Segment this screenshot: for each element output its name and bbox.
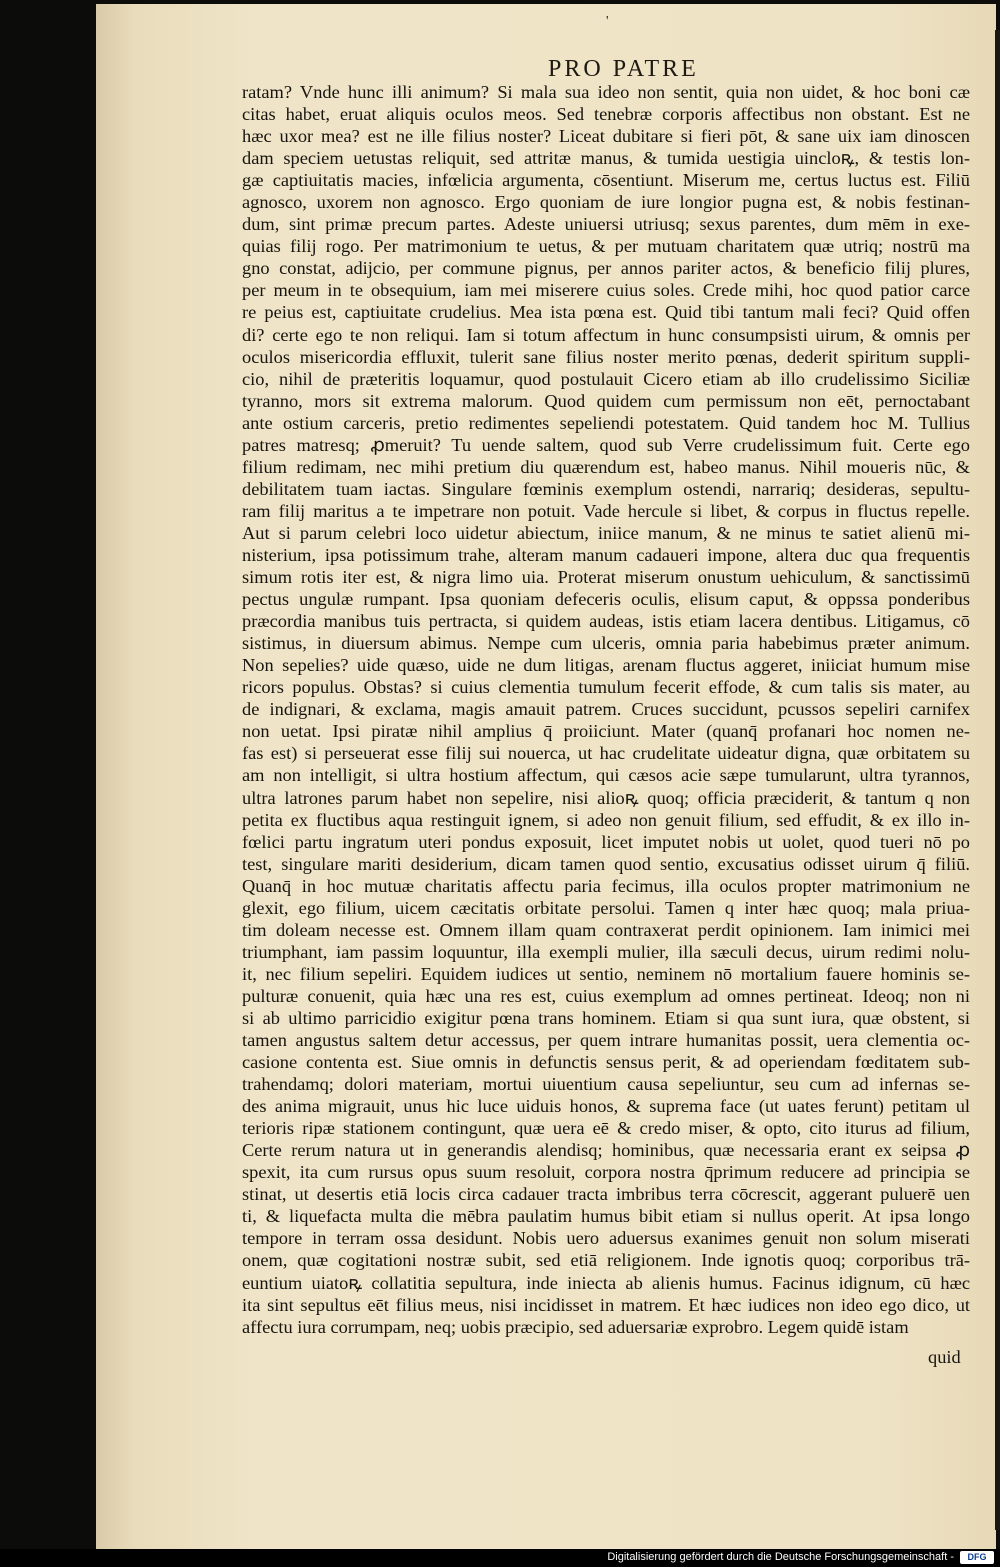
text-line: debilitatem tuam iactas. Singulare fœminis exemplum ostendi, narrariq; desideras, sepultu- <box>242 478 970 499</box>
text-line: ricors populus. Obstas? si cuius clementia tumulum fecerit effode, & cum talis sis mater, au <box>242 677 970 698</box>
dfg-logo: DFG <box>960 1551 994 1564</box>
text-line: ultra latrones parum habet non sepelire, nisi alioꝶ quoq; officia præciderit, & tantum q non <box>242 787 970 808</box>
text-line: am non intelligit, si ultra hostium affectum, qui cæsos acie sæpe tumularunt, ultra tyrannos, <box>242 765 970 786</box>
text-line: patres matresq; ꝓmeruit? Tu uende saltem, quod sub Verre crudelissimum fuit. Certe ego <box>242 434 970 455</box>
text-line: euntium uiatoꝶ collatitia sepultura, inde iniecta ab alienis humus. Facinus idignum, cū hæc <box>242 1272 970 1293</box>
text-line: non uetat. Ipsi piratæ nihil amplius q̄ proiiciunt. Mater (quanq̄ profanari hoc nomen ne- <box>242 721 970 742</box>
text-line: triumphant, iam passim loquuntur, illa exempli mulier, illa sæculi decus, uirum redimi nolu- <box>242 941 970 962</box>
text-line: ram filij maritus a te impetrare non potuit. Vade hercule si libet, & corpus in fluctus repelle. <box>242 500 970 521</box>
text-line: test, singulare mariti desiderium, dicam tamen quod sentio, excusatius odisset uirum q̄ filiū. <box>242 853 970 874</box>
text-line: glexit, ego filium, uicem cæcitatis orbitate persolui. Tamen q inter hæc quoq; mala priua- <box>242 897 970 918</box>
text-line: trahendamq; dolori materiam, mortui uiuentium causa sepeliuntur, seu cum ad infernas se- <box>242 1074 970 1095</box>
body-text <box>242 81 970 1338</box>
text-line: de indignari, & exclama, magis amauit patrem. Cruces succidunt, pcussos sepeliri carnifex <box>242 699 970 720</box>
text-line: oculos misericordia effluxit, tulerit sane filius noster merito pœnas, dederit spiritum suppli- <box>242 346 970 367</box>
text-line: ratam? Vnde hunc illi animum? Si mala sua ideo non sentit, quia non uidet, & hoc boni cæ <box>242 82 970 102</box>
page-mark: ' <box>606 14 609 29</box>
text-line: cio, nihil de præteritis loquamur, quod postulauit Cicero etiam ab illo crudelissimo Siciliæ <box>242 368 970 389</box>
text-line: petita ex fluctibus aqua restinguit ignem, si adeo non genuit filium, sed effudit, & ex illo in- <box>242 809 970 830</box>
text-line: ti, & liquefacta multa die mēbra paulatim humus bibit etiam si nullus operit. At ipsa longo <box>242 1206 970 1227</box>
text-line: re peius est, captiuitate crudelius. Mea ista pœna est. Quid tibi tantum mali feci? Quid offen <box>242 302 970 323</box>
text-line: Non sepelies? uide quæso, uide ne dum litigas, arenam fluctus aggeret, iniiciat humum mise <box>242 655 970 676</box>
text-line: citas habet, eruat aliquis oculos meos. Sed tenebræ corporis affectibus non obstant. Est ne <box>242 104 970 125</box>
text-line: terioris ripæ stationem contingunt, quæ uera eē & credo miser, & opto, cito iturus ad filium, <box>242 1118 970 1139</box>
text-line: Certe rerum natura ut in generandis alendisq; hominibus, quæ necessaria erant ex seipsa ꝓ <box>242 1140 970 1161</box>
text-line: spexit, ita cum rursus opus suum resoluit, corpora nostra q̄primum reducere ad principia se <box>242 1162 970 1183</box>
text-line: tyranno, mors sit extrema malorum. Quod quidem cum permissum non eēt, pernoctabant <box>242 390 970 411</box>
text-line: onem, quæ cogitationi nostræ subit, sed etiā religionem. Inde ignotis quoq; corporibus trā- <box>242 1250 970 1271</box>
text-line: ita sint sepultus eēt filius meus, nisi incidisset in matrem. Et hæc iudices non ideo ego dico, ut <box>242 1294 970 1315</box>
text-line: præcordia manibus tuis pertracta, si quidem audeas, istis etiam lacera dentibus. Litigamus, cō <box>242 611 970 632</box>
text-line: fœlici partu ingratum uteri pondus exposuit, licet imputet nobis ut uolet, quod tueri nō po <box>242 831 970 852</box>
text-line: tamen angustus saltem detur accessus, per quem intrare humanitas possit, uera clementia oc- <box>242 1030 970 1051</box>
text-line: hæc uxor mea? est ne ille filius noster? Liceat dubitare si fieri pōt, & sane uix iam dinoscen <box>242 126 970 147</box>
text-line: quias filij rogo. Per matrimonium te uetus, & per mutuam charitatem quæ utriq; nostrū ma <box>242 236 970 257</box>
text-line: Quanq̄ in hoc mutuæ charitatis affectu paria fecimus, illa oculos propter matrimonium ne <box>242 875 970 896</box>
text-line: casione contenta est. Siue omnis in defunctis sensus perit, & ad operiendam fœditatem sub- <box>242 1052 970 1073</box>
catchword: quid <box>928 1347 961 1367</box>
text-line: pectus ungulæ rumpant. Ipsa quoniam defeceris oculis, elisum caput, & oppssa ponderibus <box>242 589 970 610</box>
next-page-edge <box>995 30 1000 1530</box>
text-line: si ab ultimo parricidio exigitur pœna trans hominem. Etiam si qua sunt iura, quæ obstent, si <box>242 1007 970 1028</box>
text-line: Aut si parum celebri loco uidetur abiectum, iniice manum, & ne minus te satiet alienū mi- <box>242 522 970 543</box>
text-line: dum, sint primæ precum partes. Adeste uniuersi utriusq; sexus parentes, dum mēm in exe- <box>242 214 970 235</box>
text-line: sistimus, in diuersum abimus. Nempe cum ulceris, omnia paria habebimus præter animum. <box>242 633 970 654</box>
text-line: ante ostium carceris, pretio redimentes sepeliendi potestatem. Quid tandem hoc M. Tullius <box>242 412 970 433</box>
text-line: stinat, ut desertis etiā locis circa cadauer tracta imbribus terra cōcrescit, aggerant puluerē uen <box>242 1184 970 1205</box>
funding-notice: Digitalisierung gefördert durch die Deutsche Forschungsgemeinschaft - <box>607 1551 954 1563</box>
text-line: gno constat, adijcio, per commune pignus, per annos pariter actos, & beneficio filij plures, <box>242 258 970 279</box>
text-line: fas est) si perseuerat esse filij sui nouerca, ut hac crudelitate uideatur digna, quæ orbitatem su <box>242 743 970 764</box>
text-line: affectu iura corrumpam, neq; uobis præcipio, sed aduersariæ exprobro. Legem quidē istam <box>242 1316 909 1337</box>
text-line: tempore in terram ossa desidunt. Nobis uero aduersus exanimes genuit non solum miserati <box>242 1228 970 1249</box>
text-line: dam speciem uetustas reliquit, sed attritæ manus, & tumida uestigia uincloꝶ, & testis lon- <box>242 148 970 169</box>
text-line: des anima migrauit, unus hic luce uiduis honos, & suprema face (ut uates ferunt) petitam ul <box>242 1096 970 1117</box>
running-head: PRO PATRE <box>548 56 699 82</box>
text-line: it, nec filium sepeliri. Equidem iudices ut sentio, neminem nō mortalium fauere hominis se- <box>242 963 970 984</box>
text-line: di? certe ego te non reliqui. Iam si totum affectum in hunc consumpsisti uirum, & omnis per <box>242 324 970 345</box>
text-line: tim doleam necesse est. Omnem illam quam contraxerat perdit opinionem. Iam inimici mei <box>242 919 970 940</box>
text-line: agnosco, uxorem non agnosco. Ergo quoniam de iure longior pugna est, & nobis festinan- <box>242 192 970 213</box>
text-line: per meum in te obsequium, iam mei miserere cuius soles. Crede mihi, hoc quod patior carce <box>242 280 970 301</box>
text-line: simum rotis iter est, & nigra limo uia. Proterat miserum onustum uehiculum, & sanctissimū <box>242 567 970 588</box>
text-line: filium redimam, nec mihi pretium diu quærendum est, habeo manus. Nihil moueris nūc, & <box>242 456 970 477</box>
text-line: gæ captiuitatis macies, infœlicia argumenta, cōsentiunt. Miserum me, certus luctus est. Filiū <box>242 170 970 191</box>
text-line: nisterium, ipsa potissimum trahe, alteram manum cadaueri impone, altera duc qua frequentis <box>242 544 970 565</box>
text-line: pulturæ conuenit, quia hæc una res est, cuius exemplum ad omnes pertineat. Ideoq; non ni <box>242 985 970 1006</box>
